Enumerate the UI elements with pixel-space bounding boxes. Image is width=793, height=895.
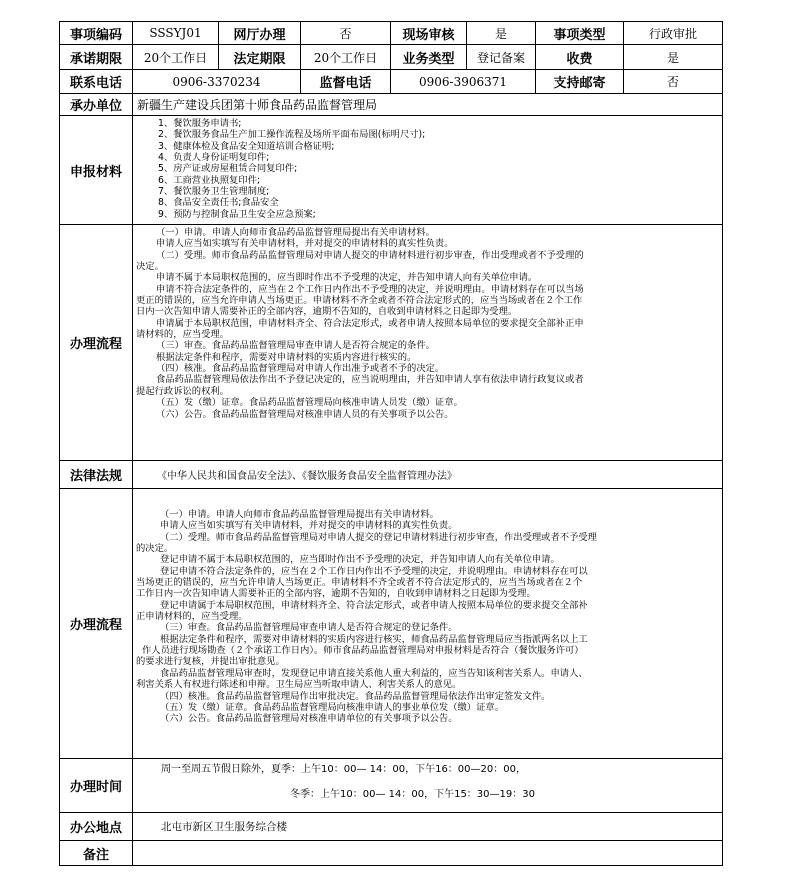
material-item: 6、工商营业执照复印件; <box>158 174 261 186</box>
process-label-1: 办理流程 <box>60 225 133 461</box>
process-line: 决定。 <box>136 261 164 273</box>
process-line: 根据法定条件和程序，需要对申请材料的实质内容进行核实的。 <box>156 351 417 363</box>
material-item: 8、食品安全责任书;食品安全 <box>158 197 279 209</box>
material-item: 5、房产证或房屋租赁合同复印件; <box>158 163 298 175</box>
process-line: 更正的错误的，应当允许申请人当场更正。申请材料不齐全或者不符合法定形式的，应当当场或者在２个工作 <box>136 295 583 307</box>
online-handling-label: 网厅办理 <box>219 22 301 45</box>
process-line: 请材料的，应当受理。 <box>136 329 229 341</box>
item-code-label: 事项编码 <box>60 22 133 45</box>
process-line: （二）受理。师市食品药品监督管理局对申请人提交的登记申请材料进行初步审查，作出受理或者不予受理 <box>160 531 597 543</box>
process-line: （五）发（缴）证章。食品药品监督管理局向核准申请人员发（缴）证章。 <box>156 397 463 409</box>
info-row-3 <box>60 70 723 94</box>
supervision-phone-value: 0906-3906371 <box>391 70 536 94</box>
process-line: 作人员进行现场勘查（２个承诺工作日内）。师市食品药品监督管理局对申报材料是否符合（餐饮服务许可） <box>142 645 584 657</box>
material-item: 2、餐饮服务食品生产加工操作流程及场所平面布局图(标明尺寸); <box>158 129 426 141</box>
process-line: 日内一次告知申请人需要补正的全部内容，逾期不告知的，自收到申请材料之日起即为受理。 <box>136 306 518 318</box>
process-line: （四）核准。食品药品监督管理局作出审批决定。食品药品监督管理局依法作出审定签发文件。 <box>160 690 551 702</box>
process-line: 食品药品监督管理局审查时，发现登记申请直接关系他人重大利益的，应当告知该利害关系人。申请人、 <box>160 667 588 679</box>
process-line: 利害关系人有权进行陈述和申辩。卫生局应当听取申请人、利害关系人的意见。 <box>136 679 462 691</box>
process-line: 的决定。 <box>136 543 174 555</box>
material-item: 9、预防与控制食品卫生安全应急预案; <box>158 208 316 220</box>
remark-value <box>133 841 723 866</box>
process-line: 登记申请不符合法定条件的，应当在２个工作日内作出不予受理的决定，并说明理由。申请材料存在可以 <box>160 565 588 577</box>
process-line: （三）审查。食品药品监督管理局审查申请人是否符合规定的登记条件。 <box>160 622 458 634</box>
process-line: 申请不符合法定条件的，应当在２个工作日内作出不予受理的决定，并说明理由。申请材料存在可以当场 <box>156 283 584 295</box>
process-line: 登记申请属于本局职权范围，申请材料齐全、符合法定形式，或者申请人按照本局单位的要求提交全部补 <box>160 599 588 611</box>
hours-winter: 冬季：上午10：00— 14：00，下午15：30—19：30 <box>290 789 535 800</box>
law-label: 法律法规 <box>60 461 133 489</box>
promise-period-label: 承诺期限 <box>60 45 133 70</box>
legal-period-label: 法定期限 <box>219 45 301 70</box>
process-line: 申请不属于本局职权范围的，应当即时作出不予受理的决定，并告知申请人向有关单位申请。 <box>156 272 538 284</box>
material-item: 7、餐饮服务卫生管理制度; <box>158 186 270 198</box>
office-row <box>60 813 723 841</box>
onsite-review-value: 是 <box>467 22 536 45</box>
office-label: 办公地点 <box>60 813 133 841</box>
law-value: 《中华人民共和国食品安全法》、《餐饮服务食品安全监督管理办法》 <box>133 461 723 489</box>
remark-label: 备注 <box>60 841 133 866</box>
material-item: 4、负责人身份证明复印件; <box>158 152 270 164</box>
process-line: 登记申请不属于本局职权范围的，应当即时作出不予受理的决定，并告知申请人向有关单位申请。 <box>160 554 560 566</box>
contact-phone-value: 0906-3370234 <box>133 70 301 94</box>
promise-period-value: 20个工作日 <box>133 45 219 70</box>
process-line: 工作日内一次告知申请人需要补正的全部内容，逾期不告知的，自收到申请材料之日起即为受理。 <box>136 588 536 600</box>
item-type-value: 行政审批 <box>624 22 723 45</box>
process-text-2 <box>133 489 723 759</box>
process-row-2 <box>60 489 723 759</box>
mail-support-value: 否 <box>624 70 723 94</box>
process-line: （四）核准。食品药品监督管理局对申请人作出准予或者不予的决定。 <box>156 363 445 375</box>
process-line: （五）发（缴）证章。食品药品监督管理局向核准申请人的事业单位发（缴）证章。 <box>160 701 504 713</box>
process-label-2: 办理流程 <box>60 489 133 759</box>
materials-label: 申报材料 <box>60 116 133 225</box>
hours-label: 办理时间 <box>60 759 133 813</box>
remark-row <box>60 841 723 866</box>
department-label: 承办单位 <box>60 94 133 116</box>
process-line: （一）申请。申请人向师市食品药品监督管理局提出有关申请材料。 <box>156 227 435 238</box>
process-line: （三）审查。食品药品监督管理局审查申请人是否符合规定的条件。 <box>156 340 435 352</box>
process-line: 根据法定条件和程序，需要对申请材料的实质内容进行核实，师食品药品监督管理局应当指派两名以上工 <box>160 633 588 645</box>
service-guide-sheet <box>59 21 722 866</box>
info-row-2 <box>60 45 723 70</box>
process-line: （二）受理。师市食品药品监督管理局对申请人提交的申请材料进行初步审查，作出受理或者不予受理的 <box>156 249 584 261</box>
material-item: 3、健康体检及食品安全知道培训合格证明; <box>158 140 335 152</box>
process-line: 申请属于本局职权范围，申请材料齐全、符合法定形式，或者申请人按照本局单位的要求提交全部补正申 <box>156 317 584 329</box>
fee-value: 是 <box>624 45 723 70</box>
process-line: （六）公告。食品药品监督管理局对核准申请单位的有关事项予以公告。 <box>160 713 458 725</box>
process-line: 正申请材料的，应当受理。 <box>136 611 248 623</box>
department-value: 新疆生产建设兵团第十师食品药品监督管理局 <box>133 94 723 116</box>
process-line: （一）申请。申请人向师市食品药品监督管理局提出有关申请材料。 <box>160 509 439 520</box>
business-type-value: 登记备案 <box>467 45 536 70</box>
process-text-1 <box>133 225 723 461</box>
materials-list <box>133 116 723 225</box>
supervision-phone-label: 监督电话 <box>301 70 391 94</box>
onsite-review-label: 现场审核 <box>391 22 467 45</box>
fee-label: 收费 <box>536 45 624 70</box>
process-line: 的要求进行复核，并提出审批意见。 <box>136 656 285 668</box>
online-handling-value: 否 <box>301 22 391 45</box>
process-line: 申请人应当如实填写有关申请材料，并对提交的申请材料的真实性负责。 <box>160 520 458 532</box>
hours-summer: 周一至周五节假日除外，夏季：上午10：00— 14：00，下午16：00—20：00， <box>161 764 526 775</box>
process-line: 食品药品监督管理局依法作出不予登记决定的，应当说明理由，并告知申请人享有依法申请行政复议或者 <box>156 374 584 386</box>
mail-support-label: 支持邮寄 <box>536 70 624 94</box>
process-row-1 <box>60 225 723 461</box>
process-line: 提起行政诉讼的权利。 <box>136 385 229 397</box>
law-row <box>60 461 723 489</box>
material-item: 1、餐饮服务申请书; <box>158 118 242 129</box>
materials-row <box>60 116 723 225</box>
info-row-1 <box>60 22 723 45</box>
office-value: 北屯市新区卫生服务综合楼 <box>133 813 723 841</box>
hours-row <box>60 759 723 813</box>
contact-phone-label: 联系电话 <box>60 70 133 94</box>
process-line: （六）公告。食品药品监督管理局对核准申请人员的有关事项予以公告。 <box>156 408 454 420</box>
process-line: 申请人应当如实填写有关申请材料，并对提交的申请材料的真实性负责。 <box>156 238 454 250</box>
department-row <box>60 94 723 116</box>
business-type-label: 业务类型 <box>391 45 467 70</box>
hours-value <box>133 759 723 813</box>
service-guide-table <box>59 21 723 866</box>
process-line: 当场更正的错误的，应当允许申请人当场更正。申请材料不齐全或者不符合法定形式的，应当当场或者在２个 <box>136 577 583 589</box>
legal-period-value: 20个工作日 <box>301 45 391 70</box>
item-code-value: SSSYJ01 <box>133 22 219 45</box>
item-type-label: 事项类型 <box>536 22 624 45</box>
